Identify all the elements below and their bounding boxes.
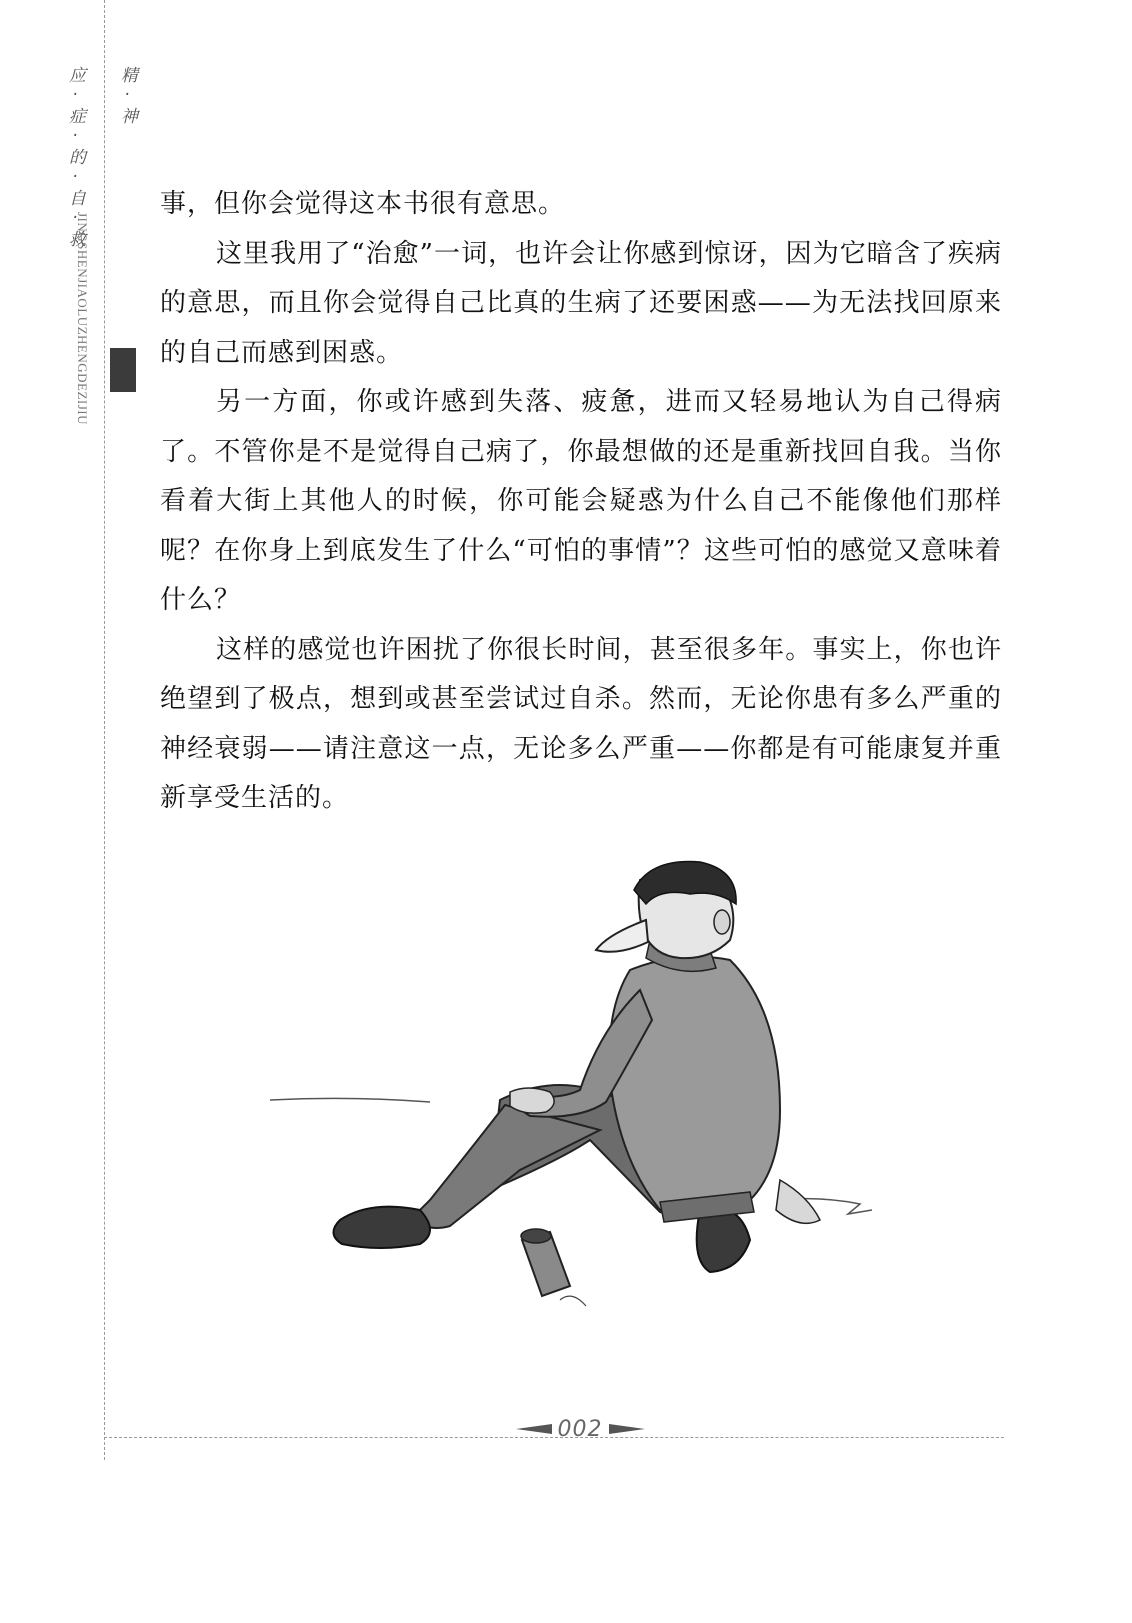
paragraph: 另一方面，你或许感到失落、疲惫，进而又轻易地认为自己得病了。不管你是不是觉得自己病了，你最想做的还是重新找回自我。当你看着大街上其他人的时候，你可能会疑惑为什么自己不能像他们那样呢？在你身上到底发生了什么“可怕的事情”？这些可怕的感觉又意味着什么？ — [160, 387, 1002, 615]
paragraph: 这里我用了“治愈”一词，也许会让你感到惊讶，因为它暗含了疾病的意思，而且你会觉得自己比真的生病了还要困惑——为无法找回原来的自己而感到困惑。 — [160, 238, 1002, 368]
arrow-left-icon — [516, 1424, 552, 1434]
body-text — [160, 180, 1002, 824]
sidebar-marker-block — [110, 348, 136, 392]
page-number-area — [500, 1413, 660, 1445]
sketch-sitting-man-illustration — [260, 860, 900, 1360]
sidebar-dashed-rule — [104, 0, 105, 1460]
sidebar-book-title-part-1: 精·神 — [117, 66, 137, 126]
sidebar-book-title — [65, 66, 140, 249]
sidebar-book-title-part-2: 应·症·的·自·救 — [65, 66, 85, 249]
page-number: 002 — [557, 1416, 603, 1442]
arrow-right-icon — [609, 1424, 645, 1434]
sidebar-pinyin-title: JINGSHENJIAOLUZHENGDEZIJIU — [75, 212, 90, 426]
paragraph: 这样的感觉也许困扰了你很长时间，甚至很多年。事实上，你也许绝望到了极点，想到或甚至尝试过自杀。然而，无论你患有多么严重的神经衰弱——请注意这一点，无论多么严重——你都是有可能康复并重新享受生活的。 — [160, 634, 1002, 813]
paragraph-continued: 事，但你会觉得这本书很有意思。 — [160, 189, 566, 219]
